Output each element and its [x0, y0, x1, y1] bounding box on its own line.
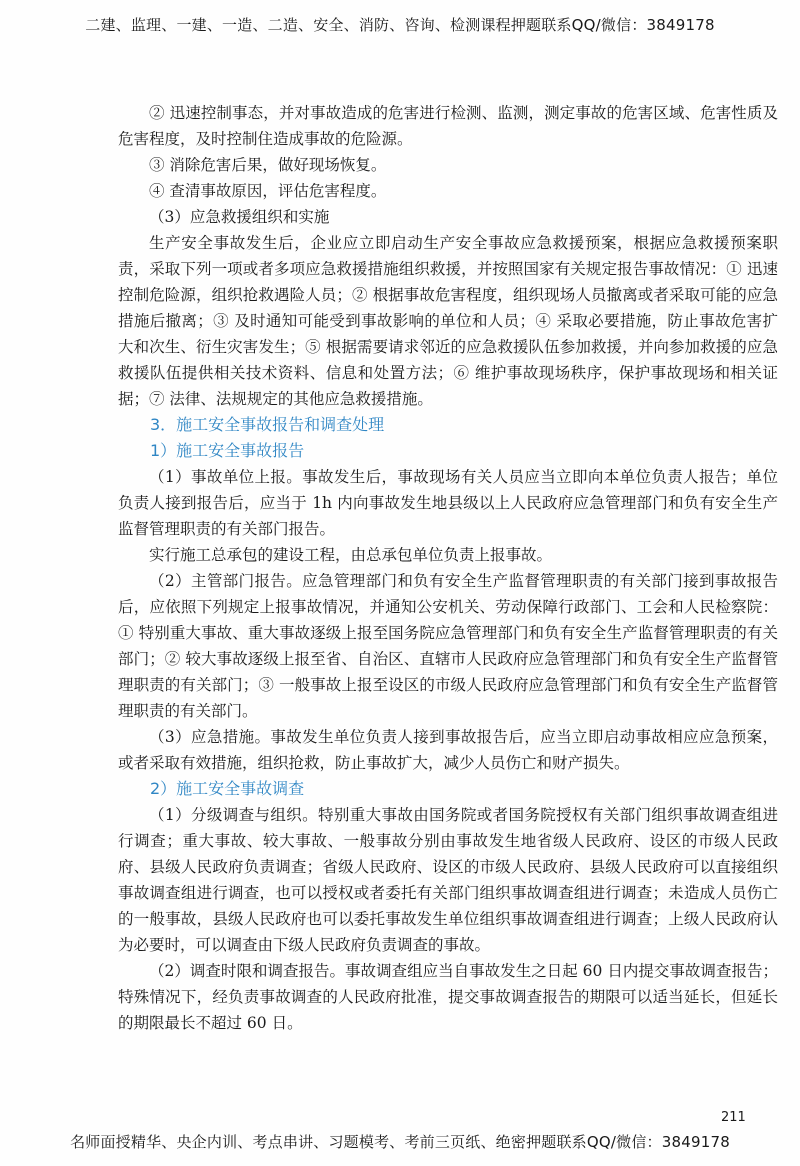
paragraph: （1）事故单位上报。事故发生后，事故现场有关人员应当立即向本单位负责人报告；单位负责人接到报告后，应当于 1h 内向事故发生地县级以上人民政府应急管理部门和负有安全生产监督管理职责的有关部门报告。 — [118, 468, 778, 538]
paragraph: ③ 消除危害后果，做好现场恢复。 — [149, 156, 387, 174]
page-number: 211 — [721, 1110, 746, 1125]
paragraph: ② 迅速控制事态，并对事故造成的危害进行检测、监测，测定事故的危害区域、危害性质及危害程度，及时控制住造成事故的危险源。 — [118, 104, 778, 148]
subsection-heading: 2）施工安全事故调查 — [150, 779, 305, 798]
paragraph: 生产安全事故发生后，企业应立即启动生产安全事故应急救援预案，根据应急救援预案职责，采取下列一项或者多项应急救援措施组织救援，并按照国家有关规定报告事故情况：① 迅速控制危险源，组织抢救遇险人员；② 根据事故危害程度，组织现场人员撤离或者采取可能的应急措施后撤离；③ 及时通知可能受到事故影响的单位和人员；④ 采取必要措施，防止事故危害扩大和次生、衍生灾害发生；⑤ 根据需要请求邻近的应急救援队伍参加救援，并向参加救援的应急救援队伍提供相关技术资料、信息和处置方法；⑥ 维护事故现场秩序，保护事故现场和相关证据；⑦ 法律、法规规定的其他应急救援措施。 — [118, 234, 778, 408]
paragraph: ④ 查清事故原因，评估危害程度。 — [149, 182, 387, 200]
subsection-heading: 1）施工安全事故报告 — [150, 441, 305, 460]
header-banner: 二建、监理、一建、一造、二造、安全、消防、咨询、检测课程押题联系QQ/微信：3849178 — [85, 16, 715, 34]
page-content — [118, 100, 778, 1036]
paragraph: （2）主管部门报告。应急管理部门和负有安全生产监督管理职责的有关部门接到事故报告后，应依照下列规定上报事故情况，并通知公安机关、劳动保障行政部门、工会和人民检察院：① 特别重大事故、重大事故逐级上报至国务院应急管理部门和负有安全生产监督管理职责的有关部门；② 较大事故逐级上报至省、自治区、直辖市人民政府应急管理部门和负有安全生产监督管理职责的有关部门；③ 一般事故上报至设区的市级人民政府应急管理部门和负有安全生产监督管理职责的有关部门。 — [118, 572, 778, 720]
paragraph: （2）调查时限和调查报告。事故调查组应当自事故发生之日起 60 日内提交事故调查报告；特殊情况下，经负责事故调查的人民政府批准，提交事故调查报告的期限可以适当延长，但延长的期限最长不超过 60 日。 — [118, 962, 778, 1032]
paragraph: 实行施工总承包的建设工程，由总承包单位负责上报事故。 — [149, 546, 553, 564]
section-heading: 3．施工安全事故报告和调查处理 — [150, 415, 385, 434]
paragraph: （3）应急措施。事故发生单位负责人接到事故报告后，应当立即启动事故相应应急预案，或者采取有效措施，组织抢救，防止事故扩大，减少人员伤亡和财产损失。 — [118, 728, 778, 772]
subsection-title: （3）应急救援组织和实施 — [149, 208, 330, 226]
footer-banner: 名师面授精华、央企内训、考点串讲、习题模考、考前三页纸、绝密押题联系QQ/微信：3849178 — [70, 1133, 730, 1151]
paragraph: （1）分级调查与组织。特别重大事故由国务院或者国务院授权有关部门组织事故调查组进行调查；重大事故、较大事故、一般事故分别由事故发生地省级人民政府、设区的市级人民政府、县级人民政府负责调查；省级人民政府、设区的市级人民政府、县级人民政府可以直接组织事故调查组进行调查，也可以授权或者委托有关部门组织事故调查组进行调查；未造成人员伤亡的一般事故，县级人民政府也可以委托事故发生单位组织事故调查组进行调查；上级人民政府认为必要时，可以调查由下级人民政府负责调查的事故。 — [118, 806, 778, 954]
